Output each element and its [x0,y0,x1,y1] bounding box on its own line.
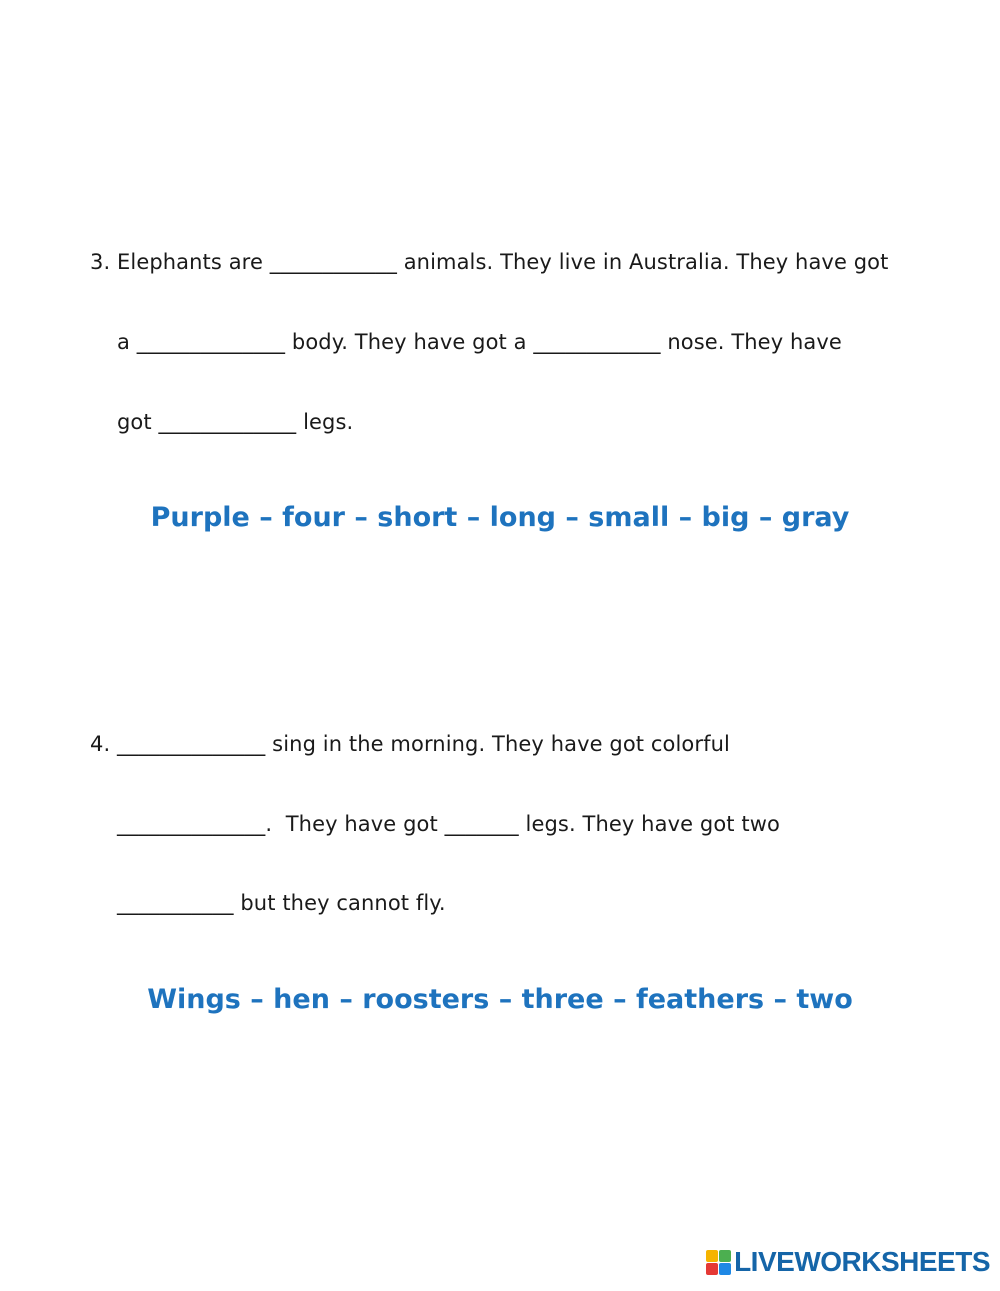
exercise-3-line-1: 3. Elephants are ____________ animals. They live in Australia. They have got [90,250,889,274]
logo-block [706,1263,718,1275]
exercise-4-line-2: ______________. They have got _______ legs. They have got two [117,812,780,836]
exercise-3-line-3: got _____________ legs. [117,410,354,434]
exercise-3-word-bank: Purple – four – short – long – small – big – gray [150,502,850,533]
logo-block [706,1250,718,1262]
exercise-3-line-2: a ______________ body. They have got a ____________ nose. They have [117,330,842,354]
liveworksheets-logo [706,1247,990,1277]
logo-block [719,1263,731,1275]
logo-block [719,1250,731,1262]
logo-text: LIVEWORKSHEETS [734,1246,990,1277]
exercise-4-line-3: ___________ but they cannot fly. [117,891,446,915]
exercise-4-line-1: 4. ______________ sing in the morning. They have got colorful [90,732,730,756]
exercise-4-word-bank: Wings – hen – roosters – three – feathers – two [147,984,853,1015]
logo-blocks-icon [706,1250,731,1275]
